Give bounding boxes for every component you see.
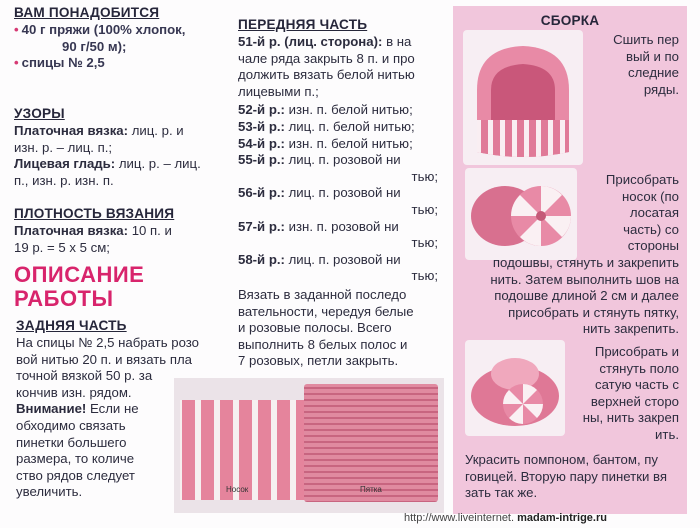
pattern-garter: Платочная вязка: лиц. р. и [14,123,184,138]
front-row-52: 52-й р.: изн. п. белой нитью; [238,102,413,118]
bootie-open-photo [463,30,583,165]
watermark [404,512,607,524]
materials-needles: • спицы № 2,5 [14,55,229,72]
bootie-toe-photo [465,168,577,260]
front-row-53: 53-й р.: лиц. п. белой нитью; [238,118,415,134]
materials-title: ВАМ ПОНАДОБИТСЯ [14,5,160,20]
front-row-55: 55-й р.: лиц. п. розовой ни [238,152,401,168]
front-row-58: 58-й р.: лиц. п. розовой ни [238,251,401,267]
gauge-line: Платочная вязка: 10 п. и [14,223,172,238]
patterns-block [14,123,229,189]
materials-yarn: • 40 г пряжи (100% хлопок, [14,22,229,39]
assembly-step2-right: Присобрать носок (по лосатая часть) со стороны [605,172,679,254]
assembly-step1: Сшить пер вый и по следние ряды. [613,32,679,97]
assembly-title: СБОРКА [540,13,600,28]
heel-label: Пятка [360,485,382,494]
pattern-garter-cont: изн. р. – лиц. п.; [14,139,113,155]
back-block: На спицы № 2,5 набрать розо вой нитью 20 п. и вязать пла точной вязкой 50 р. за кончив изн. рядом. Внимание! Если не обходимо связать пинетки большего размера, то количе ство рядов следует увеличить. [16,335,216,501]
front-row-57: 57-й р.: изн. п. розовой ни [238,218,399,234]
gauge-block [14,223,229,256]
front-row-56-cont: тью; [411,201,438,217]
front-row-56: 56-й р.: лиц. п. розовой ни [238,185,401,201]
materials-yarn-weight: 90 г/50 м); [62,38,127,54]
assembly-step3: Присобрать и стянуть поло сатую часть с верхней сторо ны, нить закреп ить. [582,344,679,442]
knitted-piece-photo [174,378,444,513]
materials-list [14,22,229,72]
front-row-58-cont: тью; [411,268,438,284]
front-block: 51-й р. (лиц. сторона): в на чале ряда закрыть 8 п. и про должить вязать белой нитью лицевыми п.; 52-й р.: изн. п. белой нитью; 53-й р.: лиц. п. белой нитью; 54-й р.: изн. п. белой нитью; 55-й р.: лиц. п. розовой ни тью; 56-й р.: лиц. п. розовой ни тью; 57-й р.: изн. п. розовой ни тью; 58-й р.: лиц. п. розовой ни тью; Вязать в заданной последо вательности, чередуя белые и розовые полосы. Всего выполнить 8 белых полос и 7 розовых, петли закрыть. [238,34,448,370]
front-row-55-cont: тью; [411,168,438,184]
pattern-stockinette: Лицевая гладь: лиц. р. – лиц. [14,156,201,172]
description-title: ОПИСАНИЕ РАБОТЫ [14,262,145,311]
watermark-site: madam-intrige.ru [517,512,607,524]
assembly-final: Украсить помпоном, бантом, пу говицей. Вторую пару пинетки вя зать так же. [465,452,668,501]
toe-label: Носок [226,485,249,494]
back-warning: Внимание! Если не [16,401,139,417]
assembly-step2: подошвы, стянуть и закрепить нить. Затем выполнить шов на подошве длиной 2 см и далее присобрать и стянуть пятку, нить закрепить. [490,255,679,337]
front-row-57-cont: тью; [411,235,438,251]
front-title: ПЕРЕДНЯЯ ЧАСТЬ [238,17,368,32]
assembly-panel [453,6,687,514]
back-title: ЗАДНЯЯ ЧАСТЬ [16,318,127,333]
patterns-title: УЗОРЫ [14,106,65,121]
gauge-line-cont: 19 р. = 5 х 5 см; [14,239,110,255]
front-row-54: 54-й р.: изн. п. белой нитью; [238,135,413,151]
front-row-51: 51-й р. (лиц. сторона): в на [238,34,412,49]
pattern-stockinette-cont: п., изн. р. изн. п. [14,172,114,188]
bootie-finished-photo [465,340,565,436]
gauge-title: ПЛОТНОСТЬ ВЯЗАНИЯ [14,206,175,221]
watermark-url[interactable]: http://www.liveinternet. [404,512,515,524]
